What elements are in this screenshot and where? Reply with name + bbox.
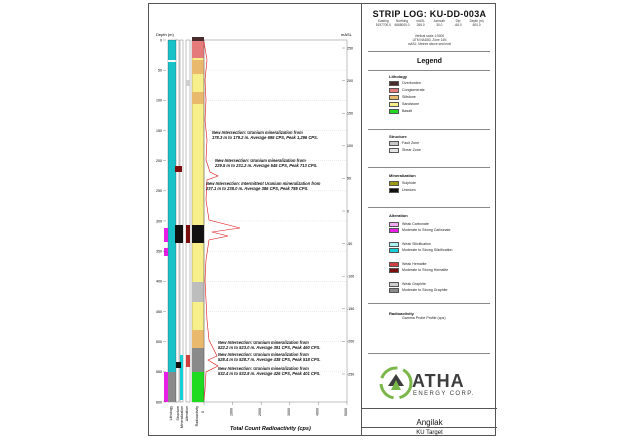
legend-swatch	[389, 181, 399, 186]
column-label: Radioactivity	[195, 406, 199, 427]
depth-tick-label: 50	[158, 68, 162, 73]
radioactivity-legend-title: Radioactivity	[389, 311, 414, 316]
legend-label: Moderate to Strong Hematite	[402, 268, 449, 272]
legend-swatch	[389, 102, 399, 107]
structure-block	[180, 355, 183, 400]
annotation-line: 528.4 m to 528.7 m. Average 438 CPS, Peak 518 CPS.	[218, 357, 321, 362]
annotation-5	[218, 352, 320, 362]
masl-tick-label: 50	[347, 176, 351, 181]
mineralization-block	[175, 225, 183, 243]
litho-siltstone	[192, 330, 204, 348]
depth-tick-label: 150	[156, 128, 162, 133]
logo-sub: ENERGY CORP.	[413, 391, 475, 397]
legend-swatch	[389, 88, 399, 93]
legend-label: Moderate to Strong Graphite	[402, 288, 448, 292]
scale-note: Vertical scale 1:5000	[414, 34, 445, 38]
legend-swatch	[389, 242, 399, 247]
annotation-line: New Intersection: Uranium mineralization from	[218, 366, 309, 371]
header-col-value: -66.0	[454, 23, 462, 27]
header-col-value: 30.0	[436, 23, 443, 27]
legend-swatch	[389, 288, 399, 293]
mineralization-column	[176, 40, 179, 402]
alteration-block	[168, 372, 177, 402]
masl-tick-label: 150	[347, 111, 353, 116]
litho-uranium	[192, 225, 204, 243]
header-col-label: Azimuth	[433, 19, 446, 23]
annotation-3	[206, 181, 320, 191]
column-label: Lithology	[169, 406, 173, 421]
masl-tick-label: 0	[347, 209, 349, 214]
mineralization-block	[175, 166, 182, 172]
lithology-column-frame	[168, 40, 177, 402]
column-label: Mineralization	[180, 406, 184, 429]
depth-tick-label: 100	[156, 98, 162, 103]
depth-tick-label: 250	[156, 189, 162, 194]
lithology-legend-title: Lithology	[389, 74, 407, 79]
legend-label: Weak Hematite	[402, 262, 427, 266]
logo-name: ATHA	[412, 371, 465, 391]
header-col-label: Northing	[395, 19, 409, 23]
x-axis-title: Total Count Radioactivity (cps)	[230, 426, 311, 432]
legend-swatch	[389, 95, 399, 100]
header-col-value: 266.0	[416, 23, 425, 27]
depth-tick-label: 200	[156, 158, 162, 163]
mineralization-legend-title: Mineralization	[389, 173, 416, 178]
legend-label: Sulphide	[402, 181, 416, 185]
masl-tick-label: -200	[347, 339, 355, 344]
alteration-block	[186, 80, 190, 86]
depth-tick-label: 350	[156, 249, 162, 254]
x-tick-label: 5000	[344, 408, 348, 416]
masl-tick-label: -250	[347, 372, 355, 377]
annotation-line: New Intersection: Uranium mineralization from	[215, 158, 306, 163]
annotation-line: 522.2 m to 523.0 m. Average 391 CPS, Peak 460 CPS.	[218, 345, 321, 350]
annotation-6	[218, 366, 320, 376]
radioactivity-legend-label: Gamma Probe Profile (cps)	[402, 316, 446, 320]
legend-label: Moderate to Strong Carbonate	[402, 228, 451, 232]
mineralization-block	[176, 362, 181, 368]
legend-label: Weak Carbonate	[402, 222, 429, 226]
annotation-line: New Intersection: Uranium mineralization from	[218, 340, 309, 345]
header-col-label: mASL	[416, 19, 425, 23]
legend-label: Overburden	[402, 81, 421, 85]
litho-fault	[192, 282, 204, 302]
structure-legend-title: Structure	[389, 134, 407, 139]
header-col-label: Dip	[455, 19, 461, 23]
legend-swatch	[389, 141, 399, 146]
structure-column	[180, 40, 183, 402]
legend-swatch	[389, 282, 399, 287]
legend-swatch	[389, 81, 399, 86]
divider	[368, 70, 490, 71]
header-col-value: 6668000.0	[394, 23, 410, 27]
divider	[368, 129, 490, 130]
x-tick-label: 3000	[286, 408, 291, 416]
divider	[368, 353, 490, 354]
annotation-line: 229.5 m to 231.2 m. Average 545 CPS, Peak 713 CPS.	[215, 163, 318, 168]
legend-swatch	[389, 262, 399, 267]
litho-siltstone	[192, 92, 204, 104]
column-label: Alteration	[185, 406, 189, 422]
depth-tick-label: 600	[156, 400, 162, 405]
column-label: Structure	[176, 406, 180, 421]
atha-logo-icon	[379, 366, 413, 400]
litho-siltstone	[192, 60, 204, 74]
litho-basalt	[192, 372, 204, 402]
masl-tick-label: -150	[347, 307, 355, 312]
annotation-2	[215, 158, 317, 168]
divider	[368, 167, 490, 168]
legend-label: Weak Graphite	[402, 282, 426, 286]
legend-swatch	[389, 109, 399, 114]
annotation-1	[212, 130, 318, 140]
masl-tick-label: -50	[347, 241, 353, 246]
x-tick-label: 4000	[315, 408, 320, 416]
litho-mixed	[192, 348, 204, 372]
annotation-line: 178.3 m to 179.2 m. Average 695 CPS, Peak 1,296 CPS.	[212, 135, 318, 140]
divider	[368, 207, 490, 208]
divider	[368, 51, 490, 52]
legend-swatch	[389, 228, 399, 233]
legend-swatch	[389, 248, 399, 253]
depth-tick-label: 550	[156, 370, 162, 375]
header-col-value: 5197700.0	[375, 23, 391, 27]
depth-tick-label: 500	[156, 339, 162, 344]
alteration-block	[164, 248, 168, 256]
alteration-block	[186, 355, 190, 367]
header-table	[374, 19, 486, 27]
header-col-label: Depth (m)	[469, 19, 484, 23]
depth-tick-label: 450	[156, 309, 162, 314]
masl-tick-label: 250	[347, 46, 353, 51]
x-tick-label: 0	[201, 411, 205, 413]
litho-overburden-top	[192, 37, 204, 41]
legend-label: Uranium	[402, 188, 416, 192]
legend-label: Conglomerate	[402, 88, 425, 92]
divider	[362, 427, 497, 428]
depth-tick-label: 400	[156, 279, 162, 284]
annotation-line: New Intersection: Uranium mineralization from	[218, 352, 309, 357]
alteration-block	[168, 60, 177, 62]
legend-title: Legend	[417, 58, 442, 65]
annotation-line: New Intersection: Intermittent Uranium mineralization from	[206, 181, 321, 186]
alteration-block	[164, 228, 168, 242]
target-name: KU Target	[416, 430, 443, 436]
alteration-column	[186, 40, 190, 402]
x-tick-label: 1000	[229, 408, 234, 416]
masl-tick-label: -100	[347, 274, 355, 279]
divider	[362, 408, 497, 409]
depth-tick-label: 300	[156, 219, 162, 224]
legend-swatch	[389, 188, 399, 193]
legend-label: Siltstone	[402, 95, 416, 99]
depth-axis-title: Depth (m)	[156, 32, 174, 37]
legend-label: Basalt	[402, 109, 412, 113]
project-name: Angilak	[416, 418, 443, 427]
annotation-line: New Intersection: Uranium mineralization from	[212, 130, 303, 135]
alteration-block	[186, 225, 190, 243]
depth-tick-label: 0	[160, 38, 162, 43]
annotation-4	[218, 340, 320, 350]
alteration-legend-title: Alteration	[389, 213, 408, 218]
x-tick-label: 2000	[258, 408, 263, 416]
legend-swatch	[389, 268, 399, 273]
legend-swatch	[389, 222, 399, 227]
masl-axis-title: mASL	[341, 32, 352, 37]
legend-panel	[361, 3, 496, 436]
strip-log-title: STRIP LOG: KU-DD-003A	[372, 9, 487, 19]
header-col-label: Easting	[378, 19, 389, 23]
legend-label: Moderate to Strong Silicification	[402, 248, 453, 252]
legend-swatch	[389, 148, 399, 153]
legend-label: Sandstone	[402, 102, 420, 106]
divider	[368, 303, 490, 304]
legend-label: Weak Silicification	[402, 242, 431, 246]
masl-tick-label: 100	[347, 144, 353, 149]
masl-tick-label: 200	[347, 78, 353, 83]
legend-label: Shear Zone	[402, 148, 421, 152]
projection-note: UTM NAD83, Zone 14N	[412, 38, 447, 42]
masl-note: mASL: Metres above sea level	[407, 42, 452, 46]
legend-label: Fault Zone	[402, 141, 420, 145]
alteration-block	[164, 372, 168, 402]
header-col-value: 600.0	[472, 23, 481, 27]
annotation-line: 237.1 m to 238.0 m. Average 386 CPS, Peak 785 CPS.	[206, 186, 309, 191]
annotation-line: 532.4 m to 532.8 m. Average 426 CPS, Peak 401 CPS.	[218, 371, 321, 376]
